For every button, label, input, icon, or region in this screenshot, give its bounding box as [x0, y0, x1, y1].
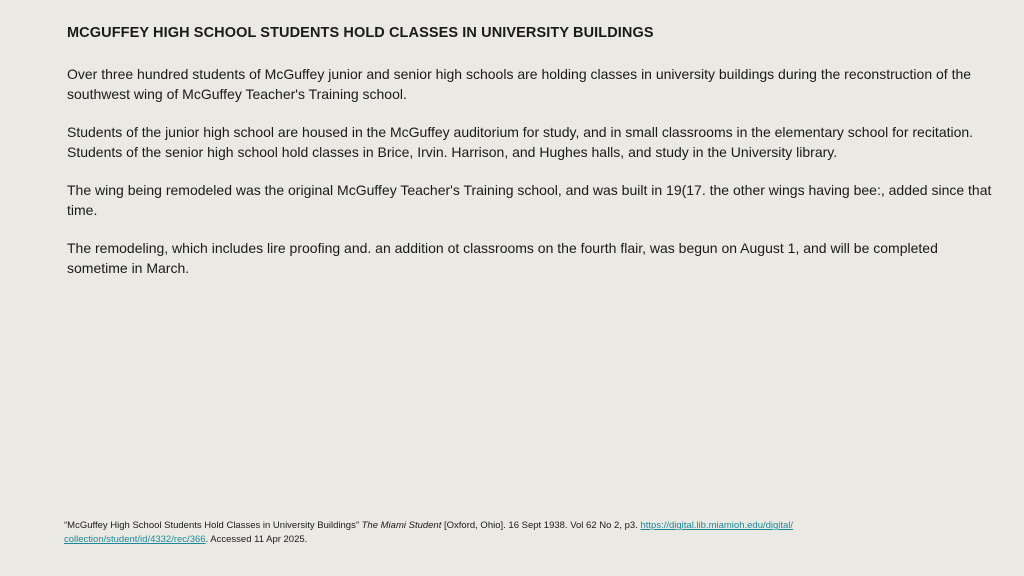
article-headline: MCGUFFEY HIGH SCHOOL STUDENTS HOLD CLASSES IN UNIVERSITY BUILDINGS: [67, 25, 654, 41]
citation-link-line-1: https://digital.lib.miamioh.edu/digital/: [640, 520, 794, 531]
citation-link-line-2: collection/student/id/4332/rec/366: [64, 534, 206, 545]
article-body: [67, 24, 997, 297]
citation-details: [Oxford, Ohio]. 16 Sept 1938. Vol 62 No 2, p3.: [444, 520, 641, 531]
article-paragraph-2: Students of the junior high school are housed in the McGuffey auditorium for study, and in small classrooms in the elementary school for recitation. Students of the senior high school hold classes in Brice, Irvin. Harrison, and Hughes halls, and study in the University library.: [67, 124, 974, 160]
article-paragraph-4: The remodeling, which includes lire proofing and. an addition ot classrooms on the fourth flair, was begun on August 1, and will be completed sometime in March.: [67, 240, 938, 276]
citation-publication: The Miami Student: [361, 520, 442, 531]
citation-title: “McGuffey High School Students Hold Classes in University Buildings”: [64, 520, 359, 531]
article-paragraph-1: Over three hundred students of McGuffey junior and senior high schools are holding classes in university buildings during the reconstruction of the southwest wing of McGuffey Teacher's Training school.: [67, 66, 972, 102]
citation: [64, 519, 964, 547]
article-paragraph-3: The wing being remodeled was the original McGuffey Teacher's Training school, and was built in 19(17. the other wings having bee:, added since that time.: [67, 182, 992, 218]
citation-accessed: . Accessed 11 Apr 2025.: [205, 534, 308, 545]
